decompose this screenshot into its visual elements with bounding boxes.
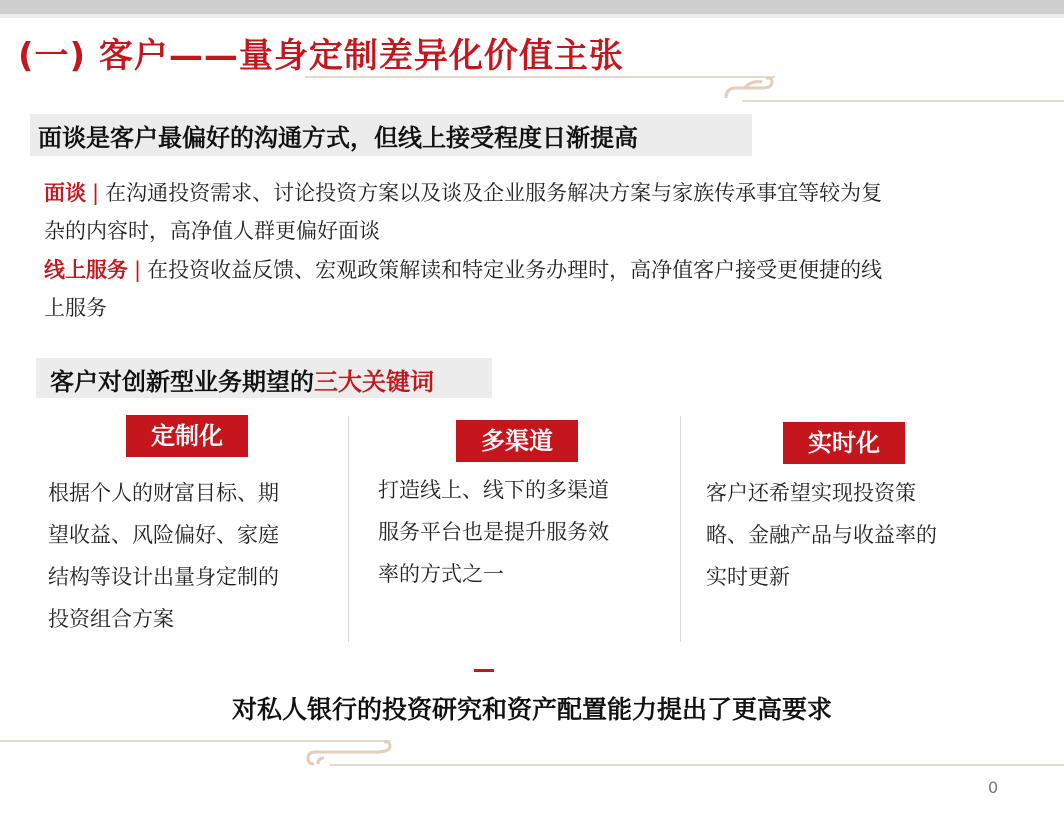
conclusion-accent-dash (474, 669, 494, 672)
column-line: 根据个人的财富目标、期 (48, 481, 279, 505)
page-number: 0 (988, 778, 999, 797)
column-line: 服务平台也是提升服务效 (378, 520, 609, 544)
title-decor-line-2 (742, 100, 1064, 102)
column-line: 客户还希望实现投资策 (706, 481, 916, 505)
slide-title: (一) 客户——量身定制差异化价值主张 (18, 36, 624, 76)
column-line: 望收益、风险偏好、家庭 (48, 523, 279, 547)
tag-multichannel: 多渠道 (456, 420, 578, 462)
point-label: 线上服务 (44, 258, 128, 282)
cloud-ornament-icon (306, 738, 402, 770)
keywords-heading-highlight: 三大关键词 (314, 368, 434, 396)
subtitle: 面谈是客户最偏好的沟通方式，但线上接受程度日渐提高 (38, 124, 638, 152)
point-text-line-2: 上服务 (44, 296, 107, 320)
column-line: 率的方式之一 (378, 562, 504, 586)
bottom-decor-line-2 (330, 764, 1064, 766)
point-separator: | (134, 258, 142, 282)
point-text-line-1: 在沟通投资需求、讨论投资方案以及谈及企业服务解决方案与家族传承事宜等较为复 (105, 181, 883, 205)
column-line: 投资组合方案 (48, 607, 174, 631)
keywords-heading-prefix: 客户对创新型业务期望的 (50, 368, 314, 396)
cloud-ornament-icon (722, 76, 782, 104)
top-border-bar (0, 0, 1064, 14)
point-label: 面谈 (44, 181, 86, 205)
column-line: 实时更新 (706, 565, 790, 589)
title-decor-line (305, 76, 775, 78)
point-text-line-1: 在投资收益反馈、宏观政策解读和特定业务办理时，高净值客户接受更便捷的线 (147, 258, 883, 282)
point-separator: | (92, 181, 100, 205)
column-line: 略、金融产品与收益率的 (706, 523, 937, 547)
column-multichannel-text (378, 469, 609, 595)
tag-customization: 定制化 (126, 415, 248, 457)
column-line: 结构等设计出量身定制的 (48, 565, 279, 589)
point-text-line-2: 杂的内容时，高净值人群更偏好面谈 (44, 219, 380, 243)
conclusion: 对私人银行的投资研究和资产配置能力提出了更高要求 (231, 695, 832, 724)
point-online-service (44, 251, 882, 327)
column-customization-text (48, 472, 279, 640)
column-line: 打造线上、线下的多渠道 (378, 478, 609, 502)
top-border-shadow (0, 14, 1064, 18)
column-divider (680, 416, 681, 642)
keywords-heading (50, 362, 434, 397)
column-divider (348, 416, 349, 642)
column-realtime-text (706, 472, 937, 598)
tag-realtime: 实时化 (783, 422, 905, 464)
point-face-to-face (44, 174, 882, 250)
